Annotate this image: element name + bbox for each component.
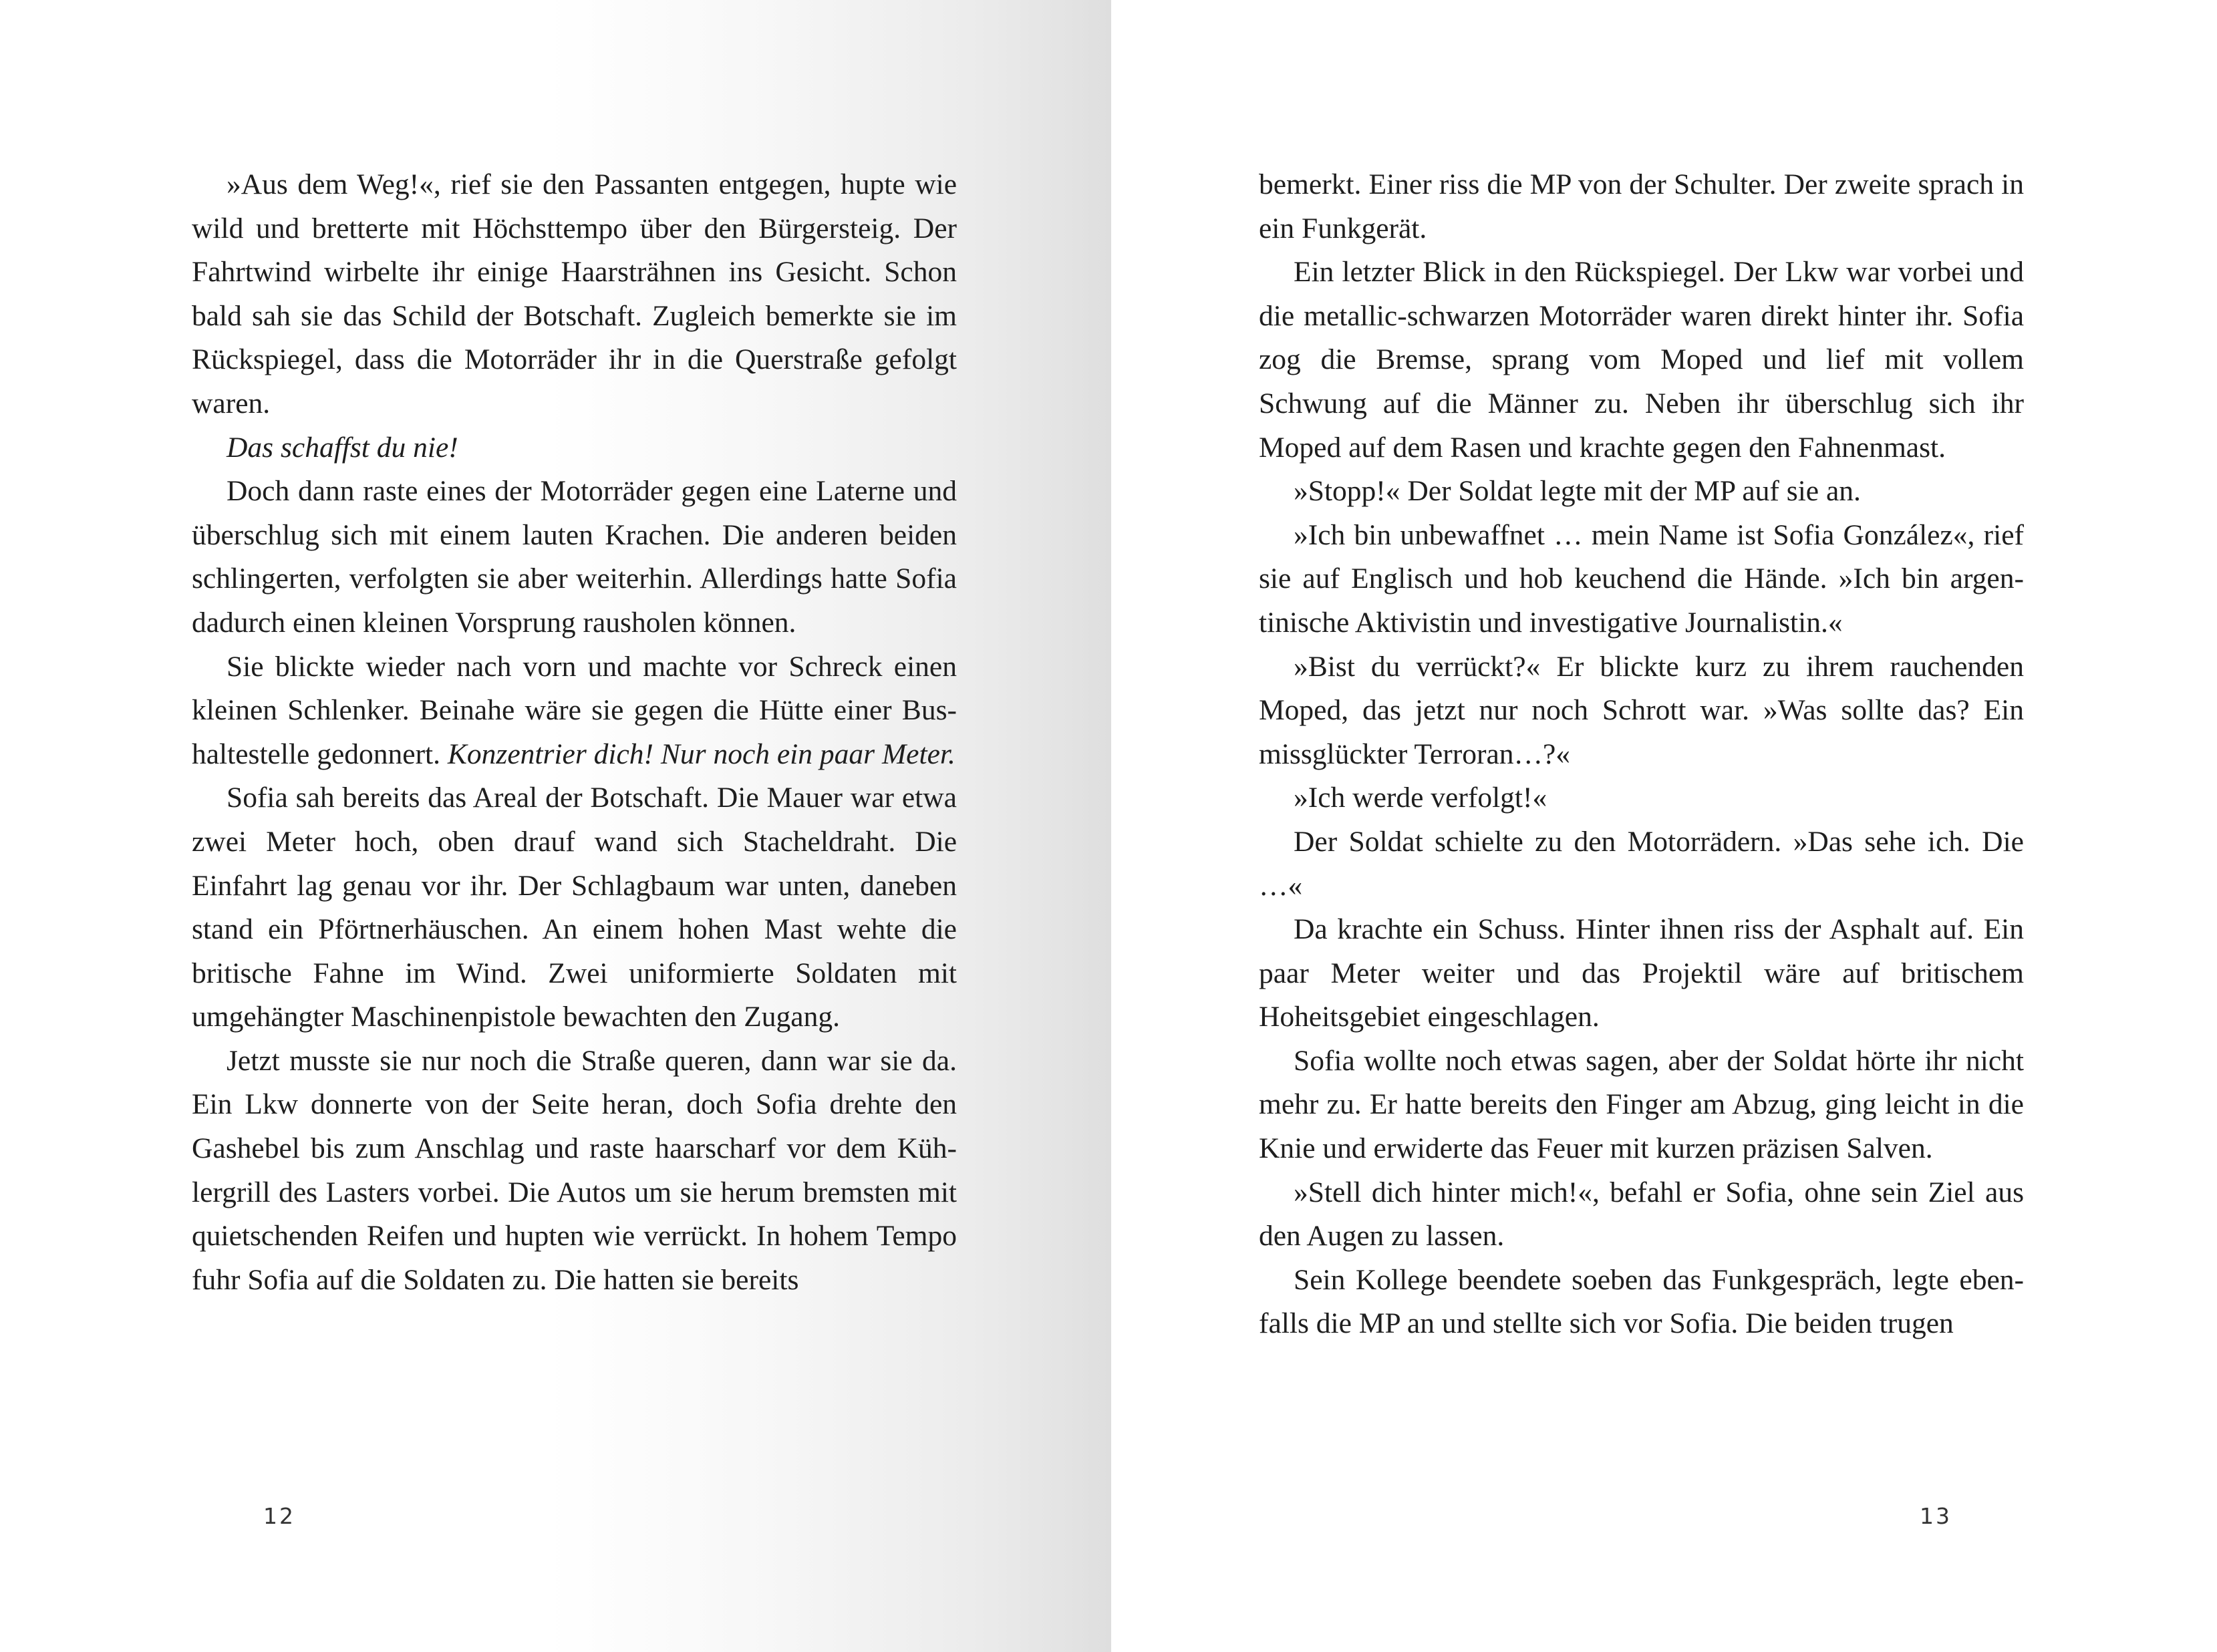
page-number: 13 [1920, 1503, 1952, 1529]
paragraph: Jetzt musste sie nur noch die Straße queren, dann war sie da. Ein Lkw donnerte von der Seite heran, doch Sofia drehte den Gashebel bis zum Anschlag und raste haarscharf vor dem Kühlergrill des Lasters vorbei. Die Autos um sie herum bremsten mit quietschenden Reifen und hupten wie verrückt. In hohem Tempo fuhr Sofia auf die Soldaten zu. Die hatten sie bereits [192, 1044, 957, 1296]
right-page [1111, 0, 2217, 1652]
paragraph: Da krachte ein Schuss. Hinter ihnen riss der Asphalt auf. Ein paar Meter weiter und das Projektil wäre auf britischem Hoheitsgebiet eingeschlagen. [1259, 913, 2024, 1033]
paragraph: »Stopp!« Der Soldat legte mit der MP auf sie an. [1294, 475, 1861, 508]
paragraph [192, 645, 957, 777]
left-page-text [192, 163, 957, 1302]
paragraph: »Aus dem Weg!«, rief sie den Passanten entgegen, hupte wie wild und bretterte mit Höchsttempo über den Bürgersteig. Der Fahrtwind wirbelte ihr einige Haarsträhnen ins Gesicht. Schon bald sah sie das Schild der Botschaft. Zugleich bemerkte sie im Rückspiegel, dass die Motorräder ihr in die Querstraße gefolgt waren. [192, 168, 957, 420]
page-number: 12 [263, 1503, 295, 1529]
paragraph-text: Sie blickte wieder nach vorn und machte vor Schreck einen kleinen Schlenker. Beinahe wäre sie gegen die Hütte einer Bushaltestelle gedonnert. [192, 650, 957, 770]
paragraph: »Bist du verrückt?« Er blickte kurz zu ihrem rauchenden Moped, das jetzt nur noch Schrott war. »Was sollte das? Ein missglückter Terroran…?« [1259, 650, 2024, 770]
paragraph: »Stell dich hinter mich!«, befahl er Sofia, ohne sein Ziel aus den Augen zu lassen. [1259, 1176, 2024, 1253]
paragraph: Ein letzter Blick in den Rückspiegel. Der Lkw war vorbei und die metallic-schwarzen Motorräder waren direkt hinter ihr. Sofia zog die Bremse, sprang vom Moped und lief mit vollem Schwung auf die Männer zu. Neben ihr überschlug sich ihr Moped auf dem Rasen und krachte gegen den Fahnenmast. [1259, 256, 2024, 464]
paragraph: »Ich bin unbewaffnet … mein Name ist Sofia González«, rief sie auf Englisch und hob keuchend die Hände. »Ich bin argentinische Aktivistin und investigative Journalistin.« [1259, 518, 2024, 639]
paragraph: Sofia wollte noch etwas sagen, aber der Soldat hörte ihr nicht mehr zu. Er hatte bereits den Finger am Abzug, ging leicht in die Knie und erwiderte das Feuer mit kurzen präzisen Salven. [1259, 1044, 2024, 1165]
right-page-text [1259, 163, 2024, 1346]
paragraph: Der Soldat schielte zu den Motorrädern. »Das sehe ich. Die …« [1259, 825, 2024, 902]
italic-thought: Konzentrier dich! Nur noch ein paar Meter. [447, 737, 955, 770]
paragraph: Sein Kollege beendete soeben das Funkgespräch, legte ebenfalls die MP an und stellte sich vor Sofia. Die beiden trugen [1259, 1263, 2024, 1340]
italic-thought: Das schaffst du nie! [227, 431, 458, 464]
paragraph: »Ich werde verfolgt!« [1294, 782, 1547, 814]
paragraph: Doch dann raste eines der Motorräder gegen eine Laterne und überschlug sich mit einem lauten Krachen. Die anderen beiden schlingerten, verfolgten sie aber weiterhin. Allerdings hatte Sofia dadurch einen kleinen Vorsprung rausholen können. [192, 475, 957, 639]
paragraph-continued: bemerkt. Einer riss die MP von der Schulter. Der zweite sprach in ein Funkgerät. [1259, 168, 2024, 244]
paragraph: Sofia sah bereits das Areal der Botschaft. Die Mauer war etwa zwei Meter hoch, oben drauf wand sich Stacheldraht. Die Einfahrt lag genau vor ihr. Der Schlagbaum war unten, daneben stand ein Pförtnerhäuschen. An einem hohen Mast wehte die britische Fahne im Wind. Zwei uniformierte Soldaten mit umgehängter Maschinenpistole bewachten den Zugang. [192, 782, 957, 1033]
paragraph-italic [192, 426, 957, 470]
